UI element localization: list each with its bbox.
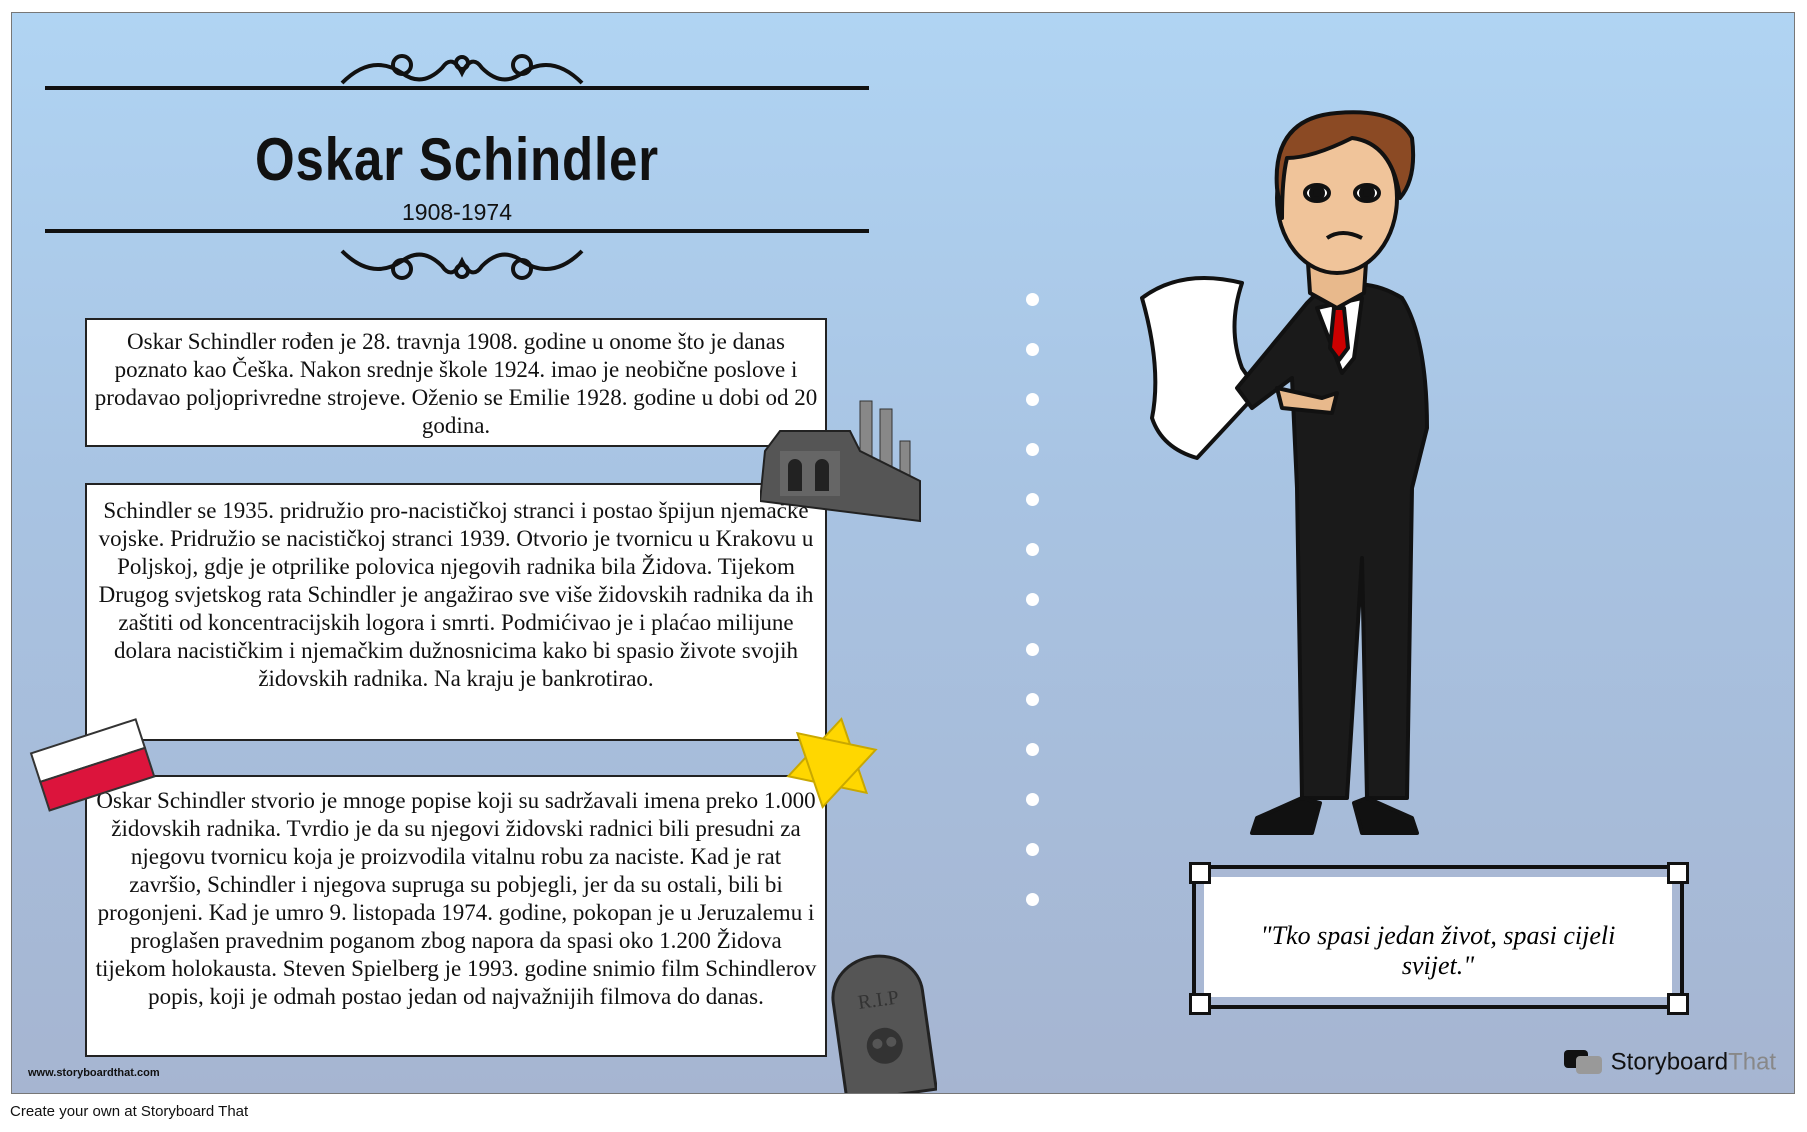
quote-corner (1667, 993, 1689, 1015)
gravestone-icon (827, 951, 937, 1094)
title-rule-bottom (45, 229, 869, 233)
timeline-dot (1026, 443, 1039, 456)
quote-text: "Tko spasi jedan život, spasi cijeli svijet." (1260, 921, 1616, 980)
factory-icon (760, 391, 930, 531)
speech-bubbles-icon (1562, 1048, 1604, 1078)
title-rule-top (45, 86, 869, 90)
gravestone-text: R.I.P (856, 986, 901, 1015)
timeline-dot (1026, 593, 1039, 606)
timeline-dot (1026, 743, 1039, 756)
oskar-schindler-character (1122, 98, 1552, 838)
watermark-url: www.storyboardthat.com (28, 1067, 160, 1079)
quote-box (1192, 865, 1684, 1009)
timeline-dot (1026, 393, 1039, 406)
storyboardthat-logo (1562, 1048, 1776, 1078)
timeline-dot (1026, 343, 1039, 356)
timeline-dot (1026, 543, 1039, 556)
ornament-bottom (332, 241, 592, 291)
timeline-dot (1026, 893, 1039, 906)
logo-text-storyboard: Storyboard (1610, 1048, 1729, 1076)
life-dates: 1908-1974 (402, 199, 512, 225)
create-your-own-link[interactable]: Create your own at Storyboard That (10, 1103, 249, 1120)
poland-flag-icon (27, 713, 157, 813)
storyboard-panel (11, 12, 1795, 1094)
bio-paragraph-2: Schindler se 1935. pridružio pro-nacističkoj stranci i postao špijun njemačke vojske. Pridružio se nacističkoj stranci 1939. Otvorio je tvornicu u Krakovu u Poljskoj, gdje je otprilike polovica njegovih radnika bila Židova. Tijekom Drugog svjetskog rata Schindler je angažirao sve više židovskih radnika da ih zaštiti od koncentracijskih logora i smrti. Podmićivao je i plaćao milijune dolara nacističkim i njemačkim dužnosnicima kako bi spasio živote svojih židovskih radnika. Na kraju je bankrotirao. (85, 483, 827, 741)
timeline-dot (1026, 843, 1039, 856)
timeline-dot (1026, 693, 1039, 706)
quote-corner (1667, 862, 1689, 884)
timeline-dot (1026, 793, 1039, 806)
timeline-dot (1026, 493, 1039, 506)
quote-corner (1189, 993, 1211, 1015)
bio-paragraph-3: Oskar Schindler stvorio je mnoge popise koji su sadržavali imena preko 1.000 židovskih radnika. Tvrdio je da su njegovi židovski radnici bili presudni za njegovu tvornicu koja je proizvodila vitalnu robu za naciste. Kad je rat završio, Schindler i njegova supruga su pobjegli, jer da su ostali, bili bi progonjeni. Kad je umro 9. listopada 1974. godine, pokopan je u Jeruzalemu i proglašen pravednim poganom zbog napora da spasi oko 1.200 Židova tijekom holokausta. Steven Spielberg je 1993. godine snimio film Schindlerov popis, koji je odmah postao jedan od najvažnijih filmova do danas. (85, 775, 827, 1057)
logo-text-that: That (1728, 1048, 1777, 1076)
timeline-dot (1026, 293, 1039, 306)
page-title: Oskar Schindler (255, 126, 659, 193)
bio-paragraph-1: Oskar Schindler rođen je 28. travnja 1908. godine u onome što je danas poznato kao Češka. Nakon srednje škole 1924. imao je neobične poslove i prodavao poljoprivredne strojeve. Oženio se Emilie 1928. godine u dobi od 20 godina. (85, 318, 827, 447)
quote-corner (1189, 862, 1211, 884)
star-of-david-icon (782, 713, 882, 813)
timeline-dot (1026, 643, 1039, 656)
